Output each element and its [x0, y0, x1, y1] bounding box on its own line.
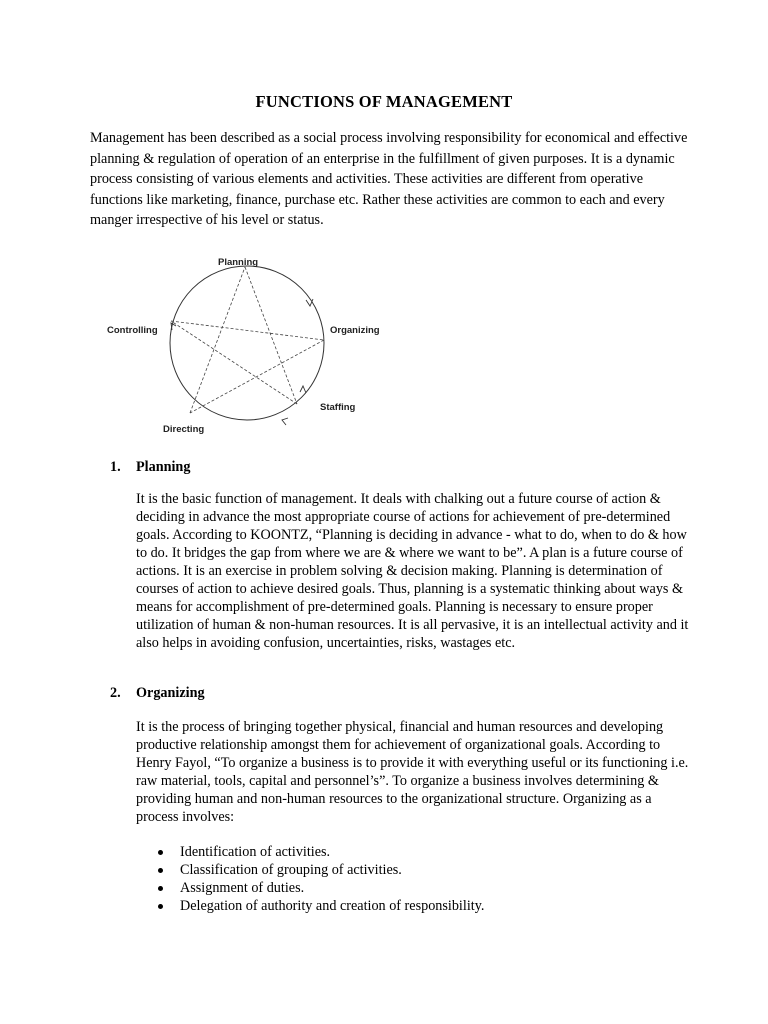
bullet-icon [158, 886, 163, 891]
section-number: 2. [110, 685, 121, 701]
list-item: Classification of grouping of activities. [158, 861, 484, 879]
list-item: Assignment of duties. [158, 879, 484, 897]
cycle-circle [170, 266, 324, 420]
label-directing: Directing [163, 424, 205, 435]
label-staffing: Staffing [320, 402, 356, 413]
intro-paragraph: Management has been described as a social process involving responsibility for economical and effective planning & regulation of operation of an enterprise in the fulfillment of given purposes. It is a dynamic process consisting of various elements and activities. These activities are different from operative functions like marketing, finance, purchase etc. Rather these activities are common to each and every manger irrespective of his level or status. [90, 130, 688, 228]
list-item: Delegation of authority and creation of responsibility. [158, 897, 484, 915]
star-line-staffing-controlling [171, 321, 297, 404]
page-title: FUNCTIONS OF MANAGEMENT [255, 92, 513, 111]
bullet-icon [158, 868, 163, 873]
section-number: 1. [110, 459, 121, 475]
star-line-controlling-organizing [171, 321, 324, 340]
section-title: Organizing [136, 685, 205, 701]
list-item: Identification of activities. [158, 843, 484, 861]
arrow-head-organizing [306, 299, 313, 306]
star-line-organizing-directing [190, 340, 324, 413]
section-heading-organizing [110, 685, 205, 702]
management-cycle-diagram [100, 248, 380, 440]
star-connections [171, 267, 324, 413]
section-heading-planning [110, 459, 190, 476]
planning-paragraph: It is the basic function of management. It deals with chalking out a future course of action & deciding in advance the most appropriate course of actions for achievement of pre-determined goals. According to KOONTZ, “Planning is deciding in advance - what to do, when to do & how to do. It bridges the gap from where we are & where we want to be”. A plan is a future course of actions. It is an exercise in problem solving & decision making. Planning is determination of courses of action to achieve desired goals. Thus, planning is a systematic thinking about ways & means for accomplishment of pre-determined goals. Planning is necessary to ensure proper utilization of human & non-human resources. It is all pervasive, it is an intellectual activity and it also helps in avoiding confusion, uncertainties, risks, wastages etc. [136, 491, 689, 651]
section-title: Planning [136, 459, 191, 475]
organizing-bullet-list [158, 843, 484, 915]
bullet-icon [158, 850, 163, 855]
star-line-planning-staffing [245, 267, 297, 404]
arrow-head-staffing [300, 386, 306, 393]
label-planning: Planning [218, 257, 259, 268]
bullet-icon [158, 904, 163, 909]
label-organizing: Organizing [330, 325, 380, 336]
arrow-head-directing [282, 418, 288, 425]
label-controlling: Controlling [107, 325, 158, 336]
star-line-directing-planning [190, 267, 245, 413]
organizing-paragraph: It is the process of bringing together physical, financial and human resources and developing productive relationship amongst them for achievement of organizational goals. According to Henry Fayol, “To organize a business is to provide it with everything useful or its functioning i.e. raw material, tools, capital and personnel’s”. To organize a business involves determining & providing human and non-human resources to the organizational structure. Organizing as a process involves: [136, 719, 689, 825]
